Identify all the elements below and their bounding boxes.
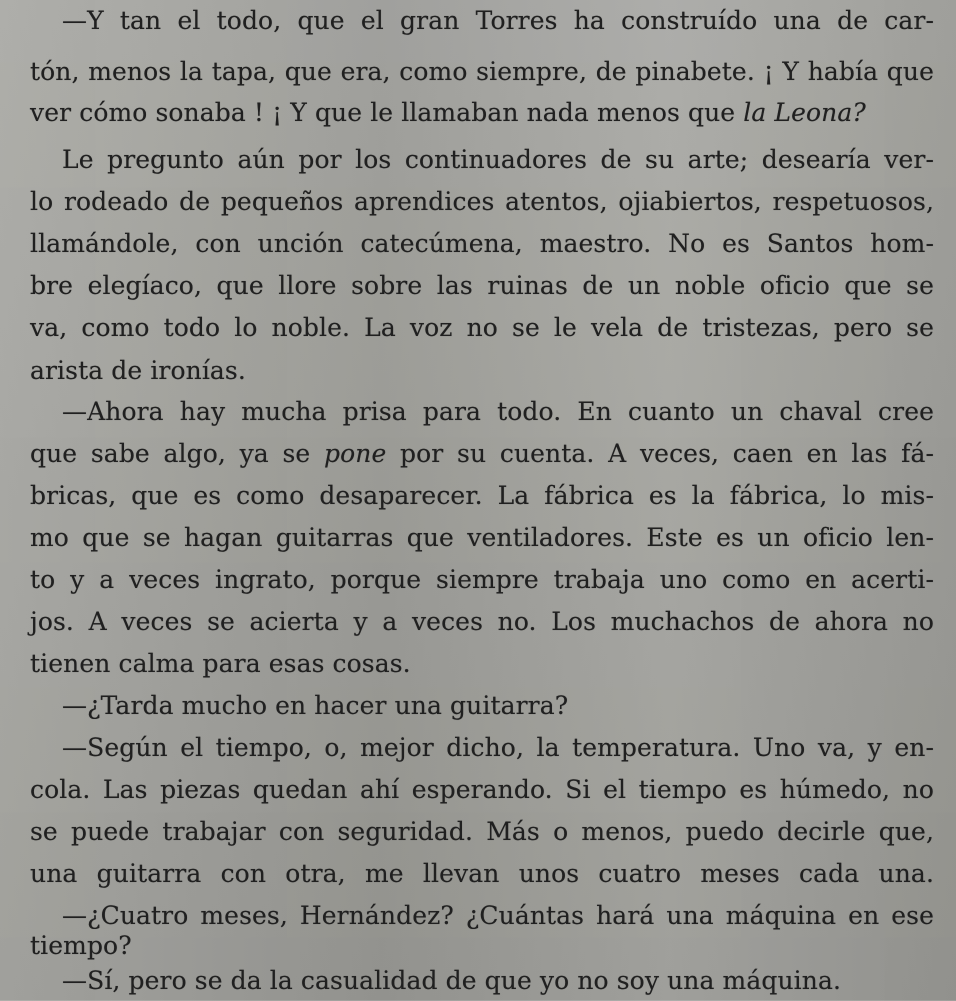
text-line xyxy=(0,139,956,180)
text-line xyxy=(0,181,956,222)
text-line xyxy=(0,769,956,810)
text-span: se puede trabajar con seguridad. Más o menos, puedo decirle que, xyxy=(30,817,934,846)
italic-text: pone xyxy=(324,439,387,468)
text-span: —Según el tiempo, o, mejor dicho, la temperatura. Uno va, y en- xyxy=(62,733,934,762)
text-line xyxy=(0,517,956,558)
text-line xyxy=(0,811,956,852)
text-span: por su cuenta. A veces, caen en las fá- xyxy=(386,439,934,468)
text-span: lo rodeado de pequeños aprendices atentos, ojiabiertos, respetuosos, xyxy=(30,187,934,216)
text-line xyxy=(0,853,956,894)
text-line xyxy=(0,685,956,726)
text-span: una guitarra con otra, me llevan unos cuatro meses cada una. xyxy=(30,859,934,888)
text-span: bricas, que es como desaparecer. La fábrica es la fábrica, lo mis- xyxy=(30,481,934,510)
text-line xyxy=(0,265,956,306)
text-line xyxy=(0,960,956,1001)
italic-text: la Leona? xyxy=(743,98,866,127)
text-span: tiempo? xyxy=(30,931,132,960)
text-span: —Sí, pero se da la casualidad de que yo no soy una máquina. xyxy=(62,966,842,995)
text-span: bre elegíaco, que llore sobre las ruinas de un noble oficio que se xyxy=(30,271,934,300)
text-span: arista de ironías. xyxy=(30,356,246,385)
text-span: cola. Las piezas quedan ahí esperando. Si el tiempo es húmedo, no xyxy=(30,775,934,804)
text-line xyxy=(0,727,956,768)
text-line xyxy=(0,0,956,41)
text-line xyxy=(0,433,956,474)
text-span: tienen calma para esas cosas. xyxy=(30,649,411,678)
text-span: mo que se hagan guitarras que ventiladores. Este es un oficio len- xyxy=(30,523,934,552)
text-span: tón, menos la tapa, que era, como siempre, de pinabete. ¡ Y había que xyxy=(30,57,934,86)
text-span: —Ahora hay mucha prisa para todo. En cuanto un chaval cree xyxy=(62,397,934,426)
text-span: Le pregunto aún por los continuadores de su arte; desearía ver- xyxy=(62,145,934,174)
text-span: jos. A veces se acierta y a veces no. Los muchachos de ahora no xyxy=(30,607,934,636)
text-span: va, como todo lo noble. La voz no se le vela de tristezas, pero se xyxy=(30,313,934,342)
text-span: ver cómo sonaba ! ¡ Y que le llamaban nada menos que xyxy=(30,98,744,127)
text-span: llamándole, con unción catecúmena, maestro. No es Santos hom- xyxy=(30,229,934,258)
text-line xyxy=(0,475,956,516)
text-line xyxy=(0,307,956,348)
text-line xyxy=(0,51,956,92)
text-line xyxy=(0,92,956,133)
text-line xyxy=(0,601,956,642)
text-span: —Y tan el todo, que el gran Torres ha construído una de car- xyxy=(62,6,934,35)
text-line xyxy=(0,223,956,264)
text-span: —¿Cuatro meses, Hernández? ¿Cuántas hará una máquina en ese xyxy=(62,901,934,930)
text-span: que sabe algo, ya se xyxy=(30,439,324,468)
text-span: to y a veces ingrato, porque siempre trabaja uno como en acerti- xyxy=(30,565,934,594)
text-line xyxy=(0,643,956,684)
text-span: —¿Tarda mucho en hacer una guitarra? xyxy=(62,691,569,720)
text-line xyxy=(0,559,956,600)
text-line xyxy=(0,391,956,432)
text-line xyxy=(0,350,956,391)
